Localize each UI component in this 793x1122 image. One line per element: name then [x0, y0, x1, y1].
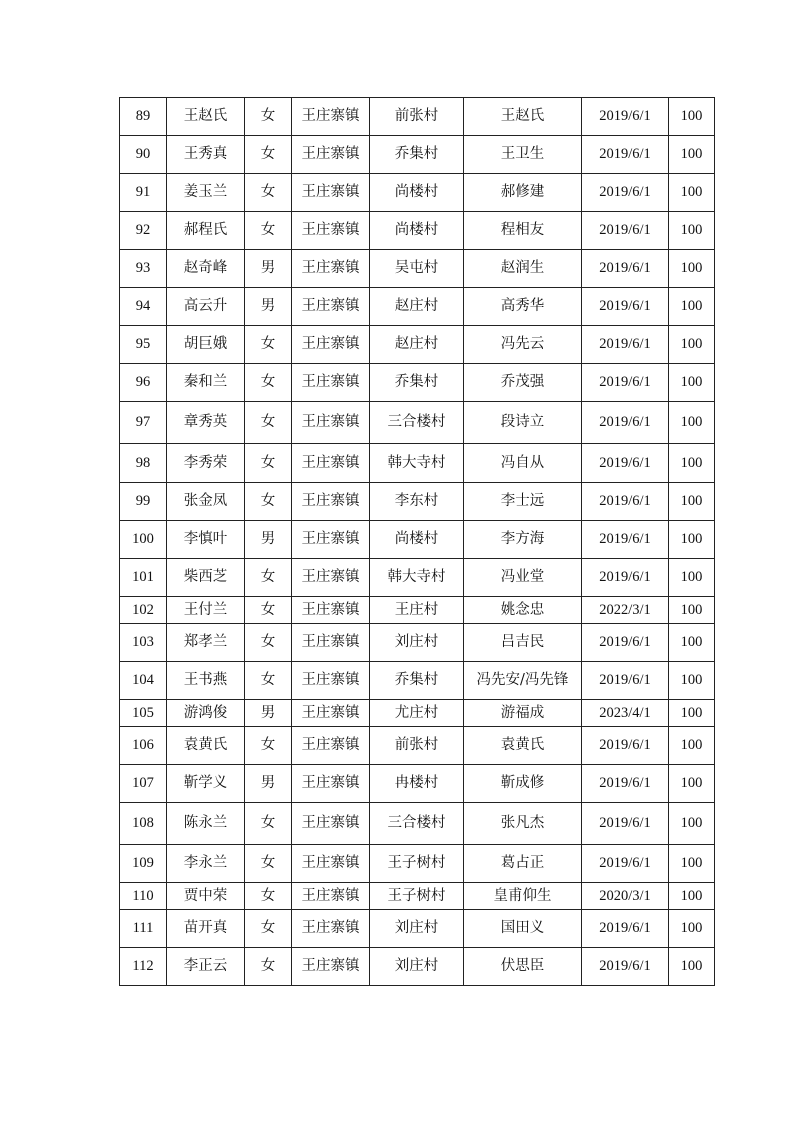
- town-cell: 王庄寨镇: [292, 559, 370, 597]
- relative-name-cell: 伏思臣: [464, 948, 582, 986]
- amount-cell: 100: [669, 803, 715, 845]
- amount-cell: 100: [669, 948, 715, 986]
- gender-cell: 女: [245, 662, 292, 700]
- start-date-cell: 2020/3/1: [582, 883, 669, 910]
- relative-name-cell: 段诗立: [464, 402, 582, 444]
- village-cell: 韩大寺村: [370, 559, 464, 597]
- gender-cell: 女: [245, 910, 292, 948]
- person-name-cell: 李秀荣: [167, 444, 245, 483]
- relative-name-cell: 袁黄氏: [464, 727, 582, 765]
- gender-cell: 男: [245, 521, 292, 559]
- village-cell: 尚楼村: [370, 521, 464, 559]
- row-number-cell: 94: [120, 288, 167, 326]
- row-number-cell: 92: [120, 212, 167, 250]
- village-cell: 乔集村: [370, 136, 464, 174]
- row-number-cell: 93: [120, 250, 167, 288]
- row-number-cell: 99: [120, 483, 167, 521]
- start-date-cell: 2019/6/1: [582, 98, 669, 136]
- town-cell: 王庄寨镇: [292, 136, 370, 174]
- table-row: [120, 597, 715, 624]
- amount-cell: 100: [669, 727, 715, 765]
- table-row: [120, 883, 715, 910]
- start-date-cell: 2019/6/1: [582, 174, 669, 212]
- row-number-cell: 100: [120, 521, 167, 559]
- village-cell: 三合楼村: [370, 803, 464, 845]
- row-number-cell: 112: [120, 948, 167, 986]
- person-name-cell: 李慎叶: [167, 521, 245, 559]
- relative-name-cell: 李士远: [464, 483, 582, 521]
- table-row: [120, 910, 715, 948]
- start-date-cell: 2019/6/1: [582, 845, 669, 883]
- person-name-cell: 张金凤: [167, 483, 245, 521]
- person-name-cell: 章秀英: [167, 402, 245, 444]
- row-number-cell: 109: [120, 845, 167, 883]
- relative-name-cell: 姚念忠: [464, 597, 582, 624]
- gender-cell: 女: [245, 483, 292, 521]
- village-cell: 李东村: [370, 483, 464, 521]
- table-row: [120, 444, 715, 483]
- start-date-cell: 2019/6/1: [582, 727, 669, 765]
- row-number-cell: 104: [120, 662, 167, 700]
- town-cell: 王庄寨镇: [292, 883, 370, 910]
- amount-cell: 100: [669, 521, 715, 559]
- relative-name-cell: 张凡杰: [464, 803, 582, 845]
- person-name-cell: 郝程氏: [167, 212, 245, 250]
- row-number-cell: 103: [120, 624, 167, 662]
- relative-name-cell: 游福成: [464, 700, 582, 727]
- amount-cell: 100: [669, 845, 715, 883]
- amount-cell: 100: [669, 910, 715, 948]
- amount-cell: 100: [669, 597, 715, 624]
- town-cell: 王庄寨镇: [292, 288, 370, 326]
- start-date-cell: 2023/4/1: [582, 700, 669, 727]
- relative-name-cell: 冯先云: [464, 326, 582, 364]
- relative-name-cell: 皇甫仰生: [464, 883, 582, 910]
- table-row: [120, 326, 715, 364]
- person-name-cell: 王赵氏: [167, 98, 245, 136]
- table-row: [120, 174, 715, 212]
- relative-name-cell: 葛占正: [464, 845, 582, 883]
- start-date-cell: 2019/6/1: [582, 250, 669, 288]
- village-cell: 王子树村: [370, 883, 464, 910]
- village-cell: 吴屯村: [370, 250, 464, 288]
- start-date-cell: 2019/6/1: [582, 288, 669, 326]
- relative-name-cell: 王卫生: [464, 136, 582, 174]
- village-cell: 刘庄村: [370, 910, 464, 948]
- town-cell: 王庄寨镇: [292, 727, 370, 765]
- start-date-cell: 2019/6/1: [582, 402, 669, 444]
- relative-name-cell: 乔茂强: [464, 364, 582, 402]
- town-cell: 王庄寨镇: [292, 624, 370, 662]
- town-cell: 王庄寨镇: [292, 402, 370, 444]
- town-cell: 王庄寨镇: [292, 483, 370, 521]
- relative-name-cell: 程相友: [464, 212, 582, 250]
- village-cell: 尚楼村: [370, 174, 464, 212]
- relative-name-cell: 高秀华: [464, 288, 582, 326]
- amount-cell: 100: [669, 765, 715, 803]
- town-cell: 王庄寨镇: [292, 98, 370, 136]
- town-cell: 王庄寨镇: [292, 803, 370, 845]
- relative-name-cell: 国田义: [464, 910, 582, 948]
- relative-name-cell: 郝修建: [464, 174, 582, 212]
- village-cell: 三合楼村: [370, 402, 464, 444]
- town-cell: 王庄寨镇: [292, 250, 370, 288]
- town-cell: 王庄寨镇: [292, 212, 370, 250]
- row-number-cell: 111: [120, 910, 167, 948]
- amount-cell: 100: [669, 883, 715, 910]
- person-name-cell: 郑孝兰: [167, 624, 245, 662]
- person-name-cell: 游鸿俊: [167, 700, 245, 727]
- gender-cell: 男: [245, 700, 292, 727]
- start-date-cell: 2019/6/1: [582, 662, 669, 700]
- table-row: [120, 521, 715, 559]
- relative-name-cell: 靳成修: [464, 765, 582, 803]
- row-number-cell: 110: [120, 883, 167, 910]
- person-name-cell: 秦和兰: [167, 364, 245, 402]
- village-cell: 前张村: [370, 98, 464, 136]
- gender-cell: 女: [245, 883, 292, 910]
- start-date-cell: 2019/6/1: [582, 326, 669, 364]
- start-date-cell: 2019/6/1: [582, 910, 669, 948]
- town-cell: 王庄寨镇: [292, 364, 370, 402]
- row-number-cell: 90: [120, 136, 167, 174]
- table-row: [120, 559, 715, 597]
- start-date-cell: 2019/6/1: [582, 483, 669, 521]
- village-cell: 王子树村: [370, 845, 464, 883]
- amount-cell: 100: [669, 700, 715, 727]
- village-cell: 尚楼村: [370, 212, 464, 250]
- village-cell: 前张村: [370, 727, 464, 765]
- row-number-cell: 91: [120, 174, 167, 212]
- row-number-cell: 98: [120, 444, 167, 483]
- gender-cell: 女: [245, 212, 292, 250]
- town-cell: 王庄寨镇: [292, 662, 370, 700]
- amount-cell: 100: [669, 624, 715, 662]
- table-row: [120, 98, 715, 136]
- town-cell: 王庄寨镇: [292, 521, 370, 559]
- relative-name-cell: 冯先安/冯先锋: [464, 662, 582, 700]
- row-number-cell: 102: [120, 597, 167, 624]
- relative-name-cell: 赵润生: [464, 250, 582, 288]
- amount-cell: 100: [669, 402, 715, 444]
- relative-name-cell: 冯业堂: [464, 559, 582, 597]
- row-number-cell: 97: [120, 402, 167, 444]
- person-name-cell: 贾中荣: [167, 883, 245, 910]
- amount-cell: 100: [669, 326, 715, 364]
- row-number-cell: 107: [120, 765, 167, 803]
- row-number-cell: 106: [120, 727, 167, 765]
- table-row: [120, 845, 715, 883]
- table-row: [120, 803, 715, 845]
- person-name-cell: 姜玉兰: [167, 174, 245, 212]
- gender-cell: 女: [245, 402, 292, 444]
- start-date-cell: 2019/6/1: [582, 624, 669, 662]
- person-name-cell: 柴西芝: [167, 559, 245, 597]
- start-date-cell: 2019/6/1: [582, 803, 669, 845]
- person-name-cell: 王秀真: [167, 136, 245, 174]
- person-name-cell: 靳学义: [167, 765, 245, 803]
- relative-name-cell: 吕吉民: [464, 624, 582, 662]
- start-date-cell: 2019/6/1: [582, 948, 669, 986]
- amount-cell: 100: [669, 444, 715, 483]
- table-row: [120, 288, 715, 326]
- table-row: [120, 212, 715, 250]
- amount-cell: 100: [669, 662, 715, 700]
- start-date-cell: 2019/6/1: [582, 444, 669, 483]
- gender-cell: 女: [245, 559, 292, 597]
- table-row: [120, 765, 715, 803]
- row-number-cell: 96: [120, 364, 167, 402]
- start-date-cell: 2019/6/1: [582, 559, 669, 597]
- village-cell: 韩大寺村: [370, 444, 464, 483]
- gender-cell: 男: [245, 765, 292, 803]
- table-row: [120, 662, 715, 700]
- start-date-cell: 2019/6/1: [582, 521, 669, 559]
- gender-cell: 女: [245, 174, 292, 212]
- person-name-cell: 王付兰: [167, 597, 245, 624]
- person-name-cell: 赵奇峰: [167, 250, 245, 288]
- gender-cell: 男: [245, 250, 292, 288]
- start-date-cell: 2019/6/1: [582, 364, 669, 402]
- town-cell: 王庄寨镇: [292, 444, 370, 483]
- person-name-cell: 陈永兰: [167, 803, 245, 845]
- gender-cell: 女: [245, 326, 292, 364]
- town-cell: 王庄寨镇: [292, 845, 370, 883]
- village-cell: 赵庄村: [370, 288, 464, 326]
- town-cell: 王庄寨镇: [292, 910, 370, 948]
- town-cell: 王庄寨镇: [292, 326, 370, 364]
- gender-cell: 女: [245, 597, 292, 624]
- start-date-cell: 2019/6/1: [582, 136, 669, 174]
- relative-name-cell: 王赵氏: [464, 98, 582, 136]
- person-name-cell: 胡巨娥: [167, 326, 245, 364]
- amount-cell: 100: [669, 364, 715, 402]
- table-row: [120, 624, 715, 662]
- person-name-cell: 李永兰: [167, 845, 245, 883]
- roster-table: [119, 97, 715, 986]
- gender-cell: 女: [245, 444, 292, 483]
- gender-cell: 女: [245, 98, 292, 136]
- row-number-cell: 105: [120, 700, 167, 727]
- relative-name-cell: 冯自从: [464, 444, 582, 483]
- table-row: [120, 250, 715, 288]
- roster-body: [120, 98, 715, 986]
- town-cell: 王庄寨镇: [292, 597, 370, 624]
- amount-cell: 100: [669, 212, 715, 250]
- start-date-cell: 2022/3/1: [582, 597, 669, 624]
- town-cell: 王庄寨镇: [292, 700, 370, 727]
- village-cell: 赵庄村: [370, 326, 464, 364]
- town-cell: 王庄寨镇: [292, 948, 370, 986]
- table-row: [120, 948, 715, 986]
- gender-cell: 女: [245, 948, 292, 986]
- table-row: [120, 700, 715, 727]
- gender-cell: 女: [245, 364, 292, 402]
- amount-cell: 100: [669, 98, 715, 136]
- amount-cell: 100: [669, 174, 715, 212]
- table-row: [120, 136, 715, 174]
- village-cell: 刘庄村: [370, 624, 464, 662]
- table-row: [120, 483, 715, 521]
- amount-cell: 100: [669, 288, 715, 326]
- person-name-cell: 李正云: [167, 948, 245, 986]
- row-number-cell: 89: [120, 98, 167, 136]
- village-cell: 冉楼村: [370, 765, 464, 803]
- village-cell: 乔集村: [370, 662, 464, 700]
- row-number-cell: 108: [120, 803, 167, 845]
- gender-cell: 女: [245, 727, 292, 765]
- gender-cell: 女: [245, 624, 292, 662]
- gender-cell: 女: [245, 845, 292, 883]
- start-date-cell: 2019/6/1: [582, 765, 669, 803]
- amount-cell: 100: [669, 559, 715, 597]
- start-date-cell: 2019/6/1: [582, 212, 669, 250]
- gender-cell: 男: [245, 288, 292, 326]
- gender-cell: 女: [245, 803, 292, 845]
- table-row: [120, 402, 715, 444]
- person-name-cell: 苗开真: [167, 910, 245, 948]
- relative-name-cell: 李方海: [464, 521, 582, 559]
- amount-cell: 100: [669, 250, 715, 288]
- person-name-cell: 王书燕: [167, 662, 245, 700]
- town-cell: 王庄寨镇: [292, 174, 370, 212]
- row-number-cell: 95: [120, 326, 167, 364]
- table-row: [120, 727, 715, 765]
- village-cell: 刘庄村: [370, 948, 464, 986]
- village-cell: 尤庄村: [370, 700, 464, 727]
- amount-cell: 100: [669, 483, 715, 521]
- village-cell: 王庄村: [370, 597, 464, 624]
- village-cell: 乔集村: [370, 364, 464, 402]
- town-cell: 王庄寨镇: [292, 765, 370, 803]
- row-number-cell: 101: [120, 559, 167, 597]
- person-name-cell: 高云升: [167, 288, 245, 326]
- gender-cell: 女: [245, 136, 292, 174]
- person-name-cell: 袁黄氏: [167, 727, 245, 765]
- amount-cell: 100: [669, 136, 715, 174]
- table-row: [120, 364, 715, 402]
